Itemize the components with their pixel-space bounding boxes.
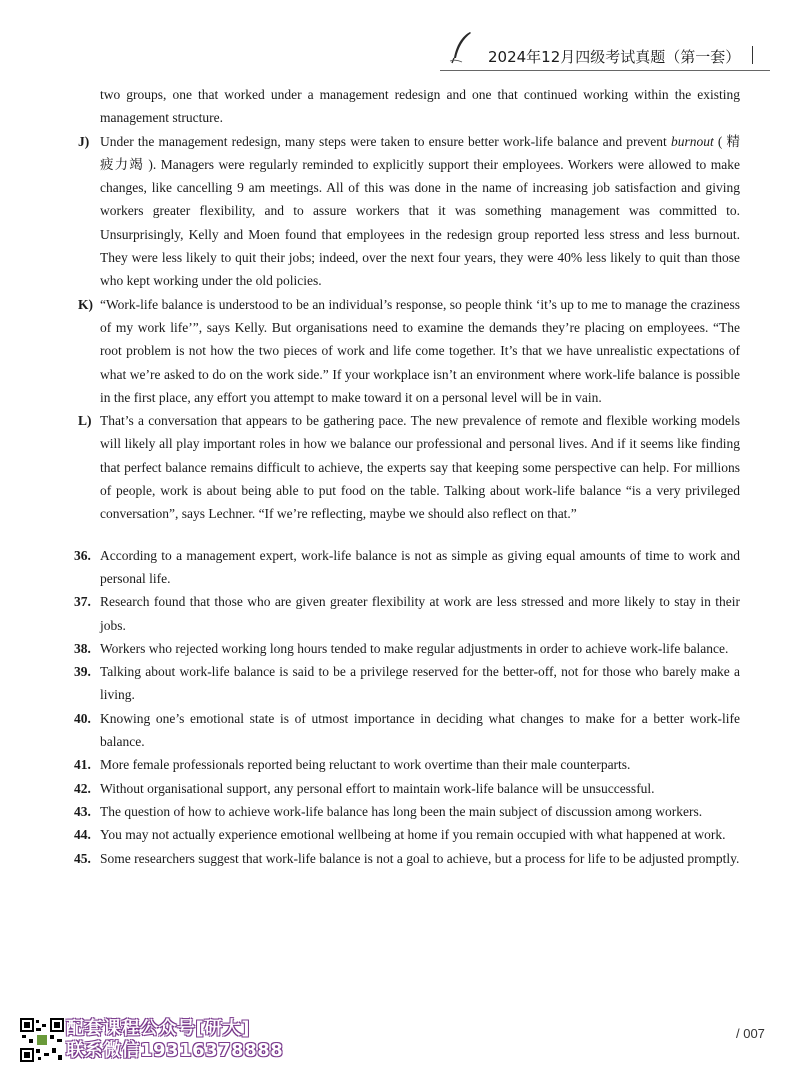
question-number: 38. [74,640,91,656]
paragraph-j [78,130,741,293]
paragraph-text: ( 精疲力竭 ). Managers were regularly reminded to explicitly support their employees. Workers were allowed to make changes, like cancelling 9 am meetings. All of this was done in the name of increasing job satisfaction and giving workers greater flexibility, and to assure workers that it was something management was committed to. Unsurprisingly, Kelly and Moen found that employees in the redesign group reported less stress and less burnout. They were less likely to quit their jobs; indeed, over the next four years, they were 40% less likely to quit than those who kept working under the old policies. [100,133,741,289]
paragraph-k [78,293,740,409]
question-number: 43. [74,803,91,819]
promo-contact-line: 联系微信19316378888 [66,1040,284,1061]
qr-code-icon[interactable] [20,1018,64,1062]
question-item [74,800,740,823]
page-header [440,30,770,70]
header-rule [440,70,770,71]
question-text: Knowing one’s emotional state is of utmost importance in deciding what changes to make for a better work-life balance. [100,710,740,750]
header-divider [752,46,753,64]
question-item [74,660,740,707]
question-text: The question of how to achieve work-life balance has long been the main subject of discussion among workers. [100,803,703,819]
promo-banner [66,1018,316,1062]
paragraph-l [78,409,740,525]
question-item [74,823,740,846]
question-item [74,753,740,776]
question-text: Some researchers suggest that work-life balance is not a goal to achieve, but a process for life to be adjusted promptly. [100,850,740,866]
question-text: Workers who rejected working long hours tended to make regular adjustments in order to achieve work-life balance. [100,640,729,656]
question-number: 40. [74,710,91,726]
emphasis-term: burnout [670,133,714,149]
question-number: 42. [74,780,91,796]
question-item [74,544,740,591]
paragraph-label: J) [78,133,90,149]
question-item [74,847,740,870]
quill-pen-icon [448,30,476,64]
paragraph-label: L) [78,413,92,429]
question-number: 37. [74,594,91,610]
question-number: 45. [74,850,91,866]
promo-course-line: 配套课程公众号[研大] [66,1018,250,1039]
question-text: Research found that those who are given greater flexibility at work are less stressed and more likely to stay in their jobs. [100,594,740,633]
paragraph-label: K) [78,296,93,312]
paragraph-text: That’s a conversation that appears to be gathering pace. The new prevalence of remote and flexible working models will likely all play important roles in how we balance our professional and personal lives. And if it seems like finding that perfect balance remains difficult to achieve, the experts say that keeping some perspective can help. For millions of people, work is about being able to put food on the table. Talking about work-life balance “is a very privileged conversation”, says Lechner. “If we’re reflecting, maybe we should also reflect on that.” [100,413,740,522]
paragraph-text: “Work-life balance is understood to be an individual’s response, so people think ‘it’s up to me to manage the craziness of my work life’”, says Kelly. But organisations need to examine the demands they’re placing on employees. “The root problem is not how the two pieces of work and life come together. It’s that we have unrealistic expectations of what we’re asked to do on the work side.” If your workplace isn’t an environment where work-life balance is possible in the first place, any effort you attempt to make toward it on a personal level will be in vain. [100,296,740,405]
question-number: 39. [74,664,91,680]
question-item [74,777,740,800]
paragraph-text: Under the management redesign, many steps were taken to ensure better work-life balance and prevent [100,133,671,149]
question-item [74,637,740,660]
question-item [74,707,740,754]
question-text: Talking about work-life balance is said to be a privilege reserved for the better-off, not for those who barely make a living. [100,664,740,703]
question-text: Without organisational support, any personal effort to maintain work-life balance will be unsuccessful. [100,780,655,796]
question-text: According to a management expert, work-life balance is not as simple as giving equal amounts of time to work and personal life. [100,547,740,586]
question-list [74,544,740,870]
page-content [74,83,741,870]
question-item [74,590,740,637]
question-number: 36. [74,547,91,563]
passage-continuation: two groups, one that worked under a management redesign and one that continued working within the existing management structure. [100,87,740,126]
question-text: More female professionals reported being reluctant to work overtime than their male counterparts. [100,757,631,773]
question-number: 44. [74,827,91,843]
question-text: You may not actually experience emotional wellbeing at home if you remain occupied with what happened at work. [100,827,726,843]
header-title: 2024年12月四级考试真题（第一套） [488,48,741,66]
question-number: 41. [74,757,91,773]
page-number: / 007 [736,1026,765,1041]
